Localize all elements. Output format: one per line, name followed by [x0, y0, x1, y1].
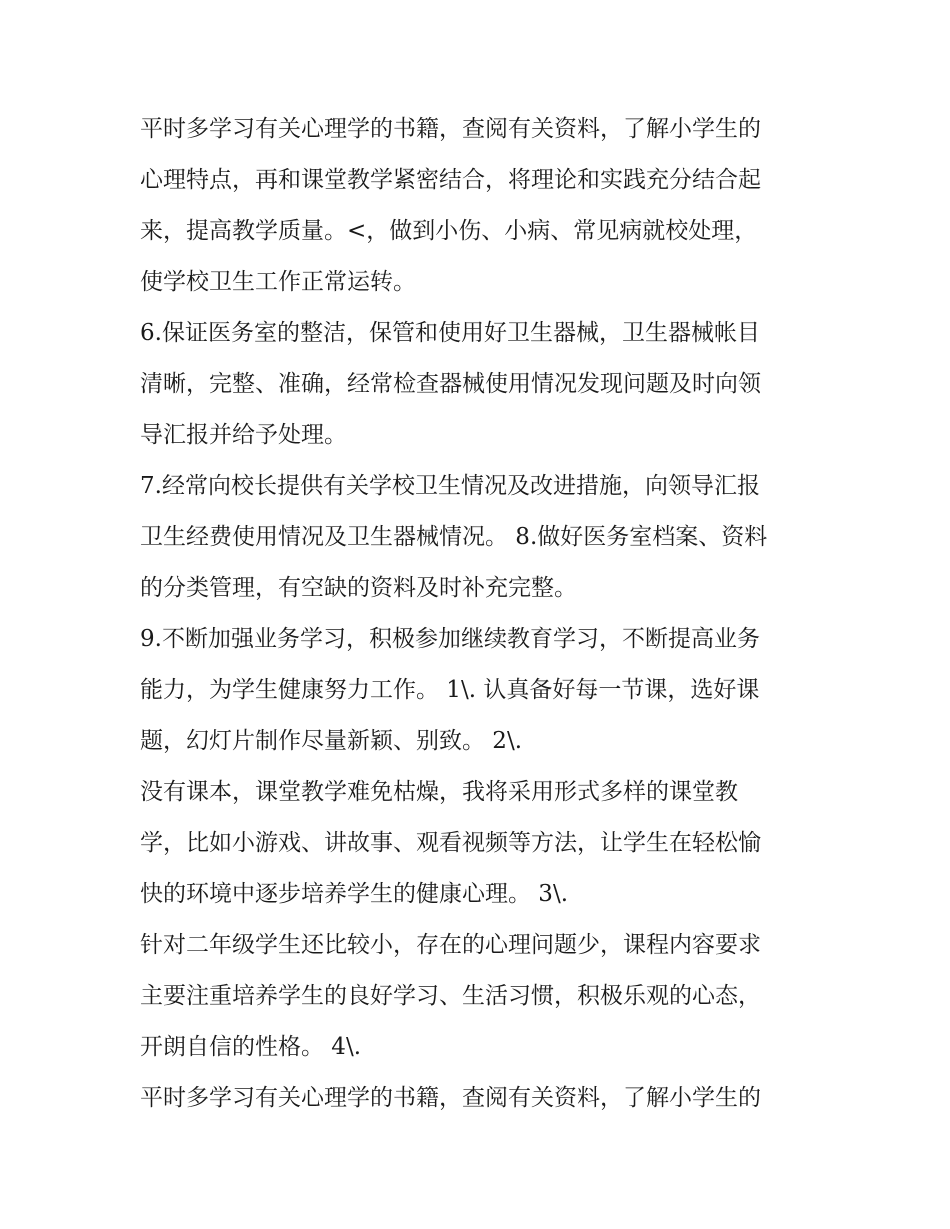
text-line: 的分类管理，有空缺的资料及时补充完整。 — [140, 575, 577, 601]
text-line: 6.保证医务室的整洁，保管和使用好卫生器械，卫生器械帐目 — [140, 320, 760, 346]
text-line: 7.经常向校长提供有关学校卫生情况及改进措施，向领导汇报 — [140, 473, 760, 499]
text-line: 题，幻灯片制作尽量新颖、别致。 2\. — [140, 728, 523, 754]
text-line: 平时多学习有关心理学的书籍，查阅有关资料，了解小学生的 — [140, 1085, 761, 1111]
document-body — [140, 104, 830, 1124]
text-line: 9.不断加强业务学习，积极参加继续教育学习，不断提高业务 — [140, 626, 760, 652]
text-line: 快的环境中逐步培养学生的健康心理。 3\. — [140, 881, 569, 907]
text-line: 使学校卫生工作正常运转。 — [140, 269, 416, 295]
text-line: 能力，为学生健康努力工作。 1\. 认真备好每一节课，选好课 — [140, 677, 760, 703]
text-line: 导汇报并给予处理。 — [140, 422, 347, 448]
text-line: 平时多学习有关心理学的书籍，查阅有关资料，了解小学生的 — [140, 116, 761, 142]
text-line: 卫生经费使用情况及卫生器械情况。 8.做好医务室档案、资料 — [140, 524, 768, 550]
text-line: 来，提高教学质量。<，做到小伤、小病、常见病就校处理， — [140, 218, 758, 244]
text-line: 主要注重培养学生的良好学习、生活习惯，积极乐观的心态， — [140, 983, 761, 1009]
text-line: 没有课本，课堂教学难免枯燥，我将采用形式多样的课堂教 — [140, 779, 738, 805]
text-line: 心理特点，再和课堂教学紧密结合，将理论和实践充分结合起 — [140, 167, 761, 193]
text-line: 针对二年级学生还比较小，存在的心理问题少，课程内容要求 — [140, 932, 761, 958]
text-line: 学，比如小游戏、讲故事、观看视频等方法，让学生在轻松愉 — [140, 830, 761, 856]
text-line: 开朗自信的性格。 4\. — [140, 1034, 362, 1060]
text-line: 清晰，完整、准确，经常检查器械使用情况发现问题及时向领 — [140, 371, 761, 397]
